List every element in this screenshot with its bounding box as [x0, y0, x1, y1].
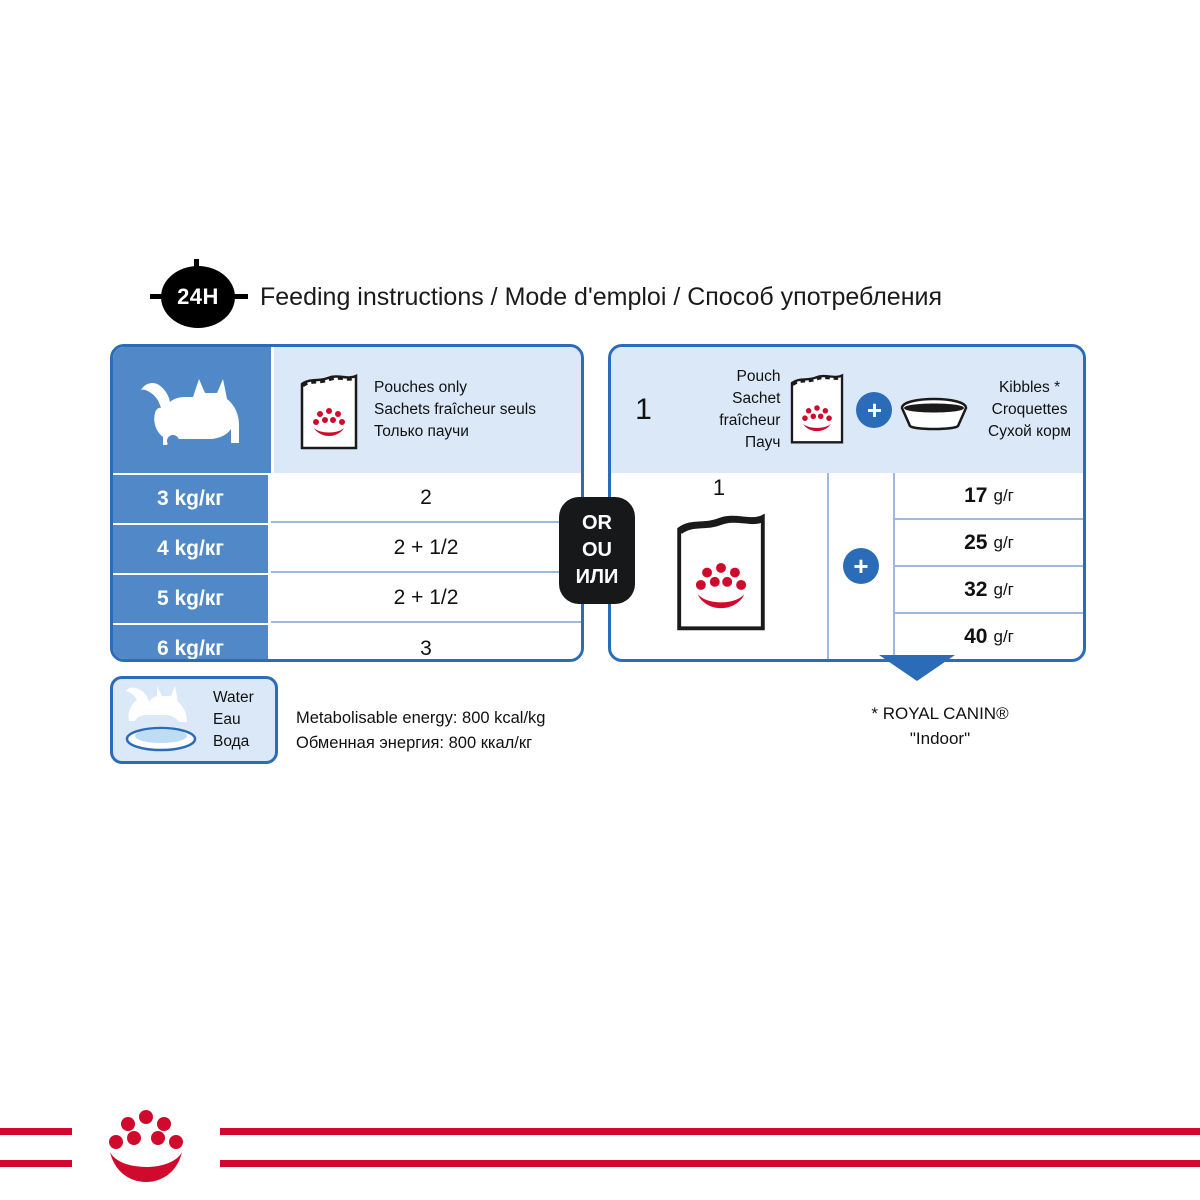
kibble-unit: g/г: [993, 485, 1014, 505]
table-row: [113, 573, 581, 623]
kibbles-amount-table: [895, 473, 1083, 659]
pouches-only-label: [374, 377, 536, 443]
water-label: [213, 687, 254, 753]
kibble-unit: g/г: [993, 532, 1014, 552]
water-label-fr: Eau: [213, 711, 241, 728]
pouch-icon: [788, 370, 846, 451]
pouch-plus-kibbles-panel: [608, 344, 1086, 662]
kibbles-label: [976, 377, 1083, 443]
pouches-only-table: [113, 473, 581, 662]
pouches-only-label-en: Pouches only: [374, 379, 468, 396]
kibble-amount: 17: [964, 483, 988, 507]
kibble-unit: g/г: [993, 579, 1014, 599]
pouch-amount: 2 + 1/2: [271, 525, 581, 573]
kibbles-footnote: [820, 702, 1060, 751]
kibble-unit: g/г: [993, 626, 1014, 646]
metabolisable-energy-en: Metabolisable energy: 800 kcal/kg: [296, 709, 546, 727]
metabolisable-energy-ru: Обменная энергия: 800 ккал/кг: [296, 733, 533, 752]
water-bowl-icon: [117, 682, 209, 758]
bowl-icon: [892, 388, 976, 432]
pouches-only-panel: [110, 344, 584, 662]
kibble-amount: 32: [964, 577, 988, 601]
mixed-feeding-body: [611, 473, 1083, 659]
or-label-fr: OU: [582, 539, 612, 561]
table-row: [895, 567, 1083, 614]
plus-icon: +: [843, 548, 879, 584]
pouch-label-fr: Sachet fraîcheur: [719, 390, 781, 429]
weight-label: 6 kg/кг: [113, 625, 271, 662]
kibbles-label-en: Kibbles *: [998, 379, 1061, 396]
pouch-label: [670, 366, 781, 454]
kibbles-label-ru: Сухой корм: [988, 423, 1072, 440]
cat-silhouette-cell: [113, 347, 274, 473]
water-label-ru: Вода: [213, 733, 250, 750]
pouch-quantity-cell: [611, 473, 829, 659]
pouch-quantity-value: 1: [712, 475, 726, 500]
plus-icon: +: [856, 392, 892, 428]
cat-silhouette-icon: [139, 369, 247, 451]
kibble-amount: 40: [964, 624, 988, 648]
table-row: [895, 473, 1083, 520]
royal-canin-crown-icon: [72, 1102, 220, 1193]
clock-badge-label: 24H: [177, 284, 219, 309]
water-box: [110, 676, 278, 764]
mixed-feeding-header-row: [611, 347, 1083, 473]
or-label-en: OR: [582, 512, 612, 534]
table-row: [113, 473, 581, 523]
page-title: Feeding instructions / Mode d'emploi / Способ употребления: [260, 282, 943, 311]
pouch-icon: [298, 370, 360, 450]
weight-label: 4 kg/кг: [113, 525, 271, 573]
kibbles-label-fr: Croquettes: [991, 401, 1068, 418]
kibble-amount: 25: [964, 530, 988, 554]
water-label-en: Water: [213, 689, 254, 706]
metabolisable-energy: [296, 706, 545, 756]
or-label-ru: ИЛИ: [575, 566, 619, 588]
pouch-label-en: Pouch: [736, 368, 781, 385]
table-row: [895, 520, 1083, 567]
footnote-line1: * ROYAL CANIN®: [871, 704, 1009, 723]
footnote-line2: "Indoor": [909, 728, 971, 748]
pouches-only-label-fr: Sachets fraîcheur seuls: [374, 401, 536, 418]
pouch-label-ru: Пауч: [745, 434, 781, 451]
table-row: [113, 523, 581, 573]
or-badge: [559, 497, 635, 604]
pouch-icon-large: [673, 507, 769, 640]
pouches-only-header-row: [113, 347, 581, 473]
plus-column: [829, 473, 895, 659]
table-row: [895, 614, 1083, 659]
pouches-only-label-ru: Только паучи: [374, 423, 469, 440]
arrow-down-icon: [879, 655, 955, 681]
feeding-instructions-header: [150, 265, 1070, 329]
pouch-amount: 2: [271, 475, 581, 523]
pouch-amount: 3: [271, 625, 581, 662]
weight-label: 3 kg/кг: [113, 475, 271, 523]
clock-icon: [150, 266, 242, 328]
pouch-count-header: 1: [635, 393, 652, 426]
pouches-only-cell: [274, 347, 581, 473]
pouch-amount: 2 + 1/2: [271, 575, 581, 623]
table-row: [113, 623, 581, 662]
brand-footer: [0, 1090, 1200, 1200]
weight-label: 5 kg/кг: [113, 575, 271, 623]
